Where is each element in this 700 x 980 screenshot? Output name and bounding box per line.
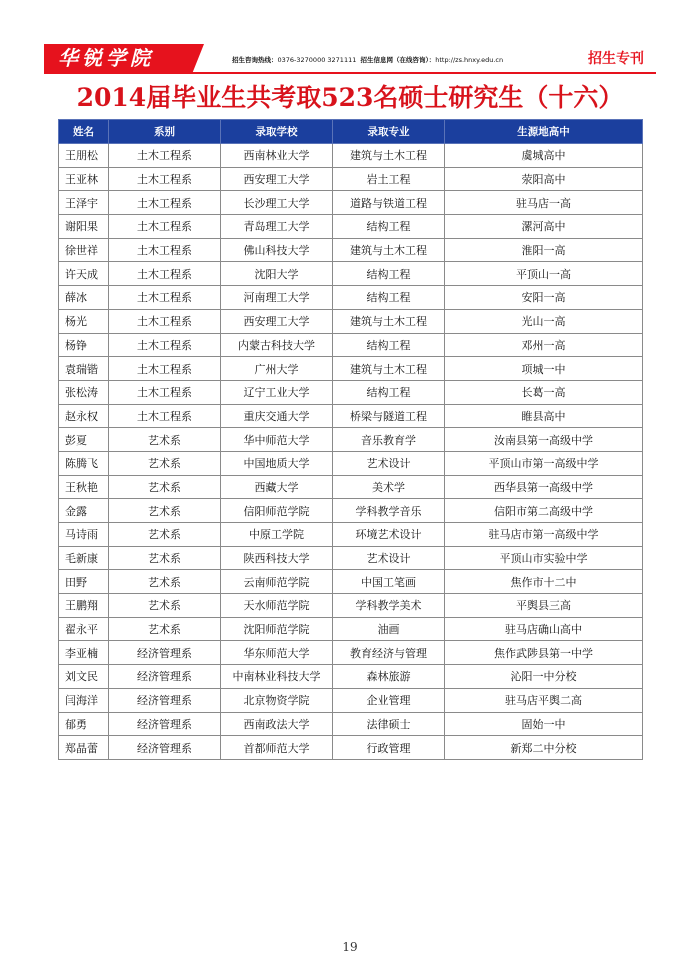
cell-admitted-major: 建筑与土木工程: [333, 357, 445, 381]
page-header: [0, 0, 700, 80]
cell-admitted-school: 佛山科技大学: [221, 238, 333, 262]
cell-name: 郑晶蕾: [59, 736, 109, 760]
table-row: [59, 736, 643, 760]
cell-admitted-school: 信阳师范学院: [221, 499, 333, 523]
cell-department: 土木工程系: [109, 357, 221, 381]
hotline-label: 招生咨询热线：: [232, 56, 278, 64]
cell-department: 土木工程系: [109, 333, 221, 357]
cell-origin-high-school: 焦作市十二中: [445, 570, 643, 594]
cell-department: 经济管理系: [109, 641, 221, 665]
table-row: [59, 309, 643, 333]
cell-department: 艺术系: [109, 428, 221, 452]
section-tag: 招生专刊: [588, 51, 644, 67]
column-header-admitted-major: 录取专业: [333, 120, 445, 144]
cell-origin-high-school: 邓州一高: [445, 333, 643, 357]
table-row: [59, 570, 643, 594]
cell-admitted-major: 企业管理: [333, 688, 445, 712]
cell-origin-high-school: 长葛一高: [445, 380, 643, 404]
table-row: [59, 688, 643, 712]
cell-name: 杨铮: [59, 333, 109, 357]
cell-admitted-major: 美术学: [333, 475, 445, 499]
table-row: [59, 357, 643, 381]
cell-admitted-school: 西藏大学: [221, 475, 333, 499]
cell-admitted-school: 陕西科技大学: [221, 546, 333, 570]
cell-admitted-major: 结构工程: [333, 262, 445, 286]
table-row: [59, 262, 643, 286]
cell-admitted-school: 首都师范大学: [221, 736, 333, 760]
table-row: [59, 665, 643, 689]
cell-department: 经济管理系: [109, 736, 221, 760]
cell-admitted-major: 桥梁与隧道工程: [333, 404, 445, 428]
contact-info: [232, 54, 562, 66]
cell-origin-high-school: 光山一高: [445, 309, 643, 333]
column-header-origin-high-school: 生源地高中: [445, 120, 643, 144]
cell-department: 土木工程系: [109, 144, 221, 168]
cell-origin-high-school: 固始一中: [445, 712, 643, 736]
cell-name: 许天成: [59, 262, 109, 286]
table-header-row: [59, 120, 643, 144]
cell-name: 赵永权: [59, 404, 109, 428]
cell-origin-high-school: 项城一中: [445, 357, 643, 381]
cell-origin-high-school: 平顶山一高: [445, 262, 643, 286]
cell-origin-high-school: 平顶山市实验中学: [445, 546, 643, 570]
cell-admitted-school: 沈阳师范学院: [221, 617, 333, 641]
cell-department: 土木工程系: [109, 309, 221, 333]
cell-name: 毛新康: [59, 546, 109, 570]
cell-name: 李亚楠: [59, 641, 109, 665]
table-row: [59, 475, 643, 499]
cell-admitted-school: 河南理工大学: [221, 286, 333, 310]
cell-origin-high-school: 焦作武陟县第一中学: [445, 641, 643, 665]
table-row: [59, 546, 643, 570]
cell-name: 谢阳果: [59, 215, 109, 239]
cell-department: 土木工程系: [109, 215, 221, 239]
cell-name: 王鹏翔: [59, 594, 109, 618]
cell-department: 土木工程系: [109, 191, 221, 215]
cell-department: 经济管理系: [109, 712, 221, 736]
cell-origin-high-school: 驻马店平舆二高: [445, 688, 643, 712]
cell-name: 田野: [59, 570, 109, 594]
column-header-department: 系别: [109, 120, 221, 144]
cell-name: 王秋艳: [59, 475, 109, 499]
cell-name: 张松涛: [59, 380, 109, 404]
cell-admitted-school: 辽宁工业大学: [221, 380, 333, 404]
cell-admitted-major: 道路与铁道工程: [333, 191, 445, 215]
cell-admitted-major: 建筑与土木工程: [333, 309, 445, 333]
cell-admitted-school: 青岛理工大学: [221, 215, 333, 239]
cell-department: 艺术系: [109, 451, 221, 475]
cell-admitted-major: 环境艺术设计: [333, 523, 445, 547]
cell-origin-high-school: 汝南县第一高级中学: [445, 428, 643, 452]
cell-department: 艺术系: [109, 617, 221, 641]
admissions-table: [58, 119, 643, 760]
site-url[interactable]: http://zs.hnxy.edu.cn: [435, 56, 504, 64]
cell-admitted-school: 中南林业科技大学: [221, 665, 333, 689]
cell-department: 土木工程系: [109, 262, 221, 286]
cell-origin-high-school: 安阳一高: [445, 286, 643, 310]
cell-admitted-major: 结构工程: [333, 333, 445, 357]
cell-name: 彭夏: [59, 428, 109, 452]
column-header-name: 姓名: [59, 120, 109, 144]
cell-admitted-school: 广州大学: [221, 357, 333, 381]
college-logo: 华锐学院: [58, 46, 154, 70]
cell-origin-high-school: 睢县高中: [445, 404, 643, 428]
cell-name: 闫海洋: [59, 688, 109, 712]
cell-origin-high-school: 信阳市第二高级中学: [445, 499, 643, 523]
table-row: [59, 712, 643, 736]
cell-admitted-major: 岩土工程: [333, 167, 445, 191]
table-row: [59, 238, 643, 262]
cell-name: 马诗雨: [59, 523, 109, 547]
table-row: [59, 167, 643, 191]
table-row: [59, 451, 643, 475]
cell-admitted-school: 西南林业大学: [221, 144, 333, 168]
cell-name: 郁勇: [59, 712, 109, 736]
cell-admitted-school: 华中师范大学: [221, 428, 333, 452]
cell-name: 王泽宇: [59, 191, 109, 215]
site-label: 招生信息网（在线咨询）：: [360, 56, 436, 64]
cell-name: 薛冰: [59, 286, 109, 310]
cell-department: 土木工程系: [109, 286, 221, 310]
cell-department: 土木工程系: [109, 404, 221, 428]
cell-department: 经济管理系: [109, 688, 221, 712]
cell-admitted-major: 结构工程: [333, 215, 445, 239]
cell-admitted-school: 西安理工大学: [221, 167, 333, 191]
cell-name: 翟永平: [59, 617, 109, 641]
cell-name: 刘文民: [59, 665, 109, 689]
cell-origin-high-school: 荥阳高中: [445, 167, 643, 191]
cell-admitted-school: 长沙理工大学: [221, 191, 333, 215]
column-header-admitted-school: 录取学校: [221, 120, 333, 144]
cell-origin-high-school: 驻马店一高: [445, 191, 643, 215]
cell-admitted-school: 沈阳大学: [221, 262, 333, 286]
cell-origin-high-school: 驻马店市第一高级中学: [445, 523, 643, 547]
table-row: [59, 594, 643, 618]
cell-admitted-major: 艺术设计: [333, 546, 445, 570]
cell-admitted-school: 中国地质大学: [221, 451, 333, 475]
cell-department: 艺术系: [109, 499, 221, 523]
cell-department: 艺术系: [109, 570, 221, 594]
cell-department: 艺术系: [109, 594, 221, 618]
page-number: 19: [342, 940, 358, 954]
cell-department: 艺术系: [109, 546, 221, 570]
cell-origin-high-school: 平舆县三高: [445, 594, 643, 618]
cell-admitted-major: 音乐教育学: [333, 428, 445, 452]
cell-admitted-school: 云南师范学院: [221, 570, 333, 594]
cell-admitted-school: 西安理工大学: [221, 309, 333, 333]
table-row: [59, 215, 643, 239]
cell-name: 袁瑞锴: [59, 357, 109, 381]
cell-admitted-major: 教育经济与管理: [333, 641, 445, 665]
cell-admitted-school: 中原工学院: [221, 523, 333, 547]
cell-admitted-school: 内蒙古科技大学: [221, 333, 333, 357]
table-row: [59, 380, 643, 404]
table-row: [59, 617, 643, 641]
cell-department: 艺术系: [109, 475, 221, 499]
cell-admitted-school: 天水师范学院: [221, 594, 333, 618]
cell-name: 徐世祥: [59, 238, 109, 262]
cell-name: 陈腾飞: [59, 451, 109, 475]
cell-admitted-school: 西南政法大学: [221, 712, 333, 736]
cell-department: 土木工程系: [109, 167, 221, 191]
cell-origin-high-school: 虞城高中: [445, 144, 643, 168]
cell-admitted-major: 结构工程: [333, 380, 445, 404]
cell-admitted-major: 学科教学音乐: [333, 499, 445, 523]
header-divider: [44, 72, 656, 74]
cell-department: 土木工程系: [109, 380, 221, 404]
cell-department: 艺术系: [109, 523, 221, 547]
cell-name: 王朋松: [59, 144, 109, 168]
cell-admitted-major: 建筑与土木工程: [333, 238, 445, 262]
cell-department: 经济管理系: [109, 665, 221, 689]
cell-name: 杨光: [59, 309, 109, 333]
cell-origin-high-school: 平顶山市第一高级中学: [445, 451, 643, 475]
table-row: [59, 333, 643, 357]
cell-admitted-major: 行政管理: [333, 736, 445, 760]
table-row: [59, 428, 643, 452]
table-body: [59, 144, 643, 760]
cell-name: 金露: [59, 499, 109, 523]
cell-admitted-major: 艺术设计: [333, 451, 445, 475]
cell-admitted-school: 重庆交通大学: [221, 404, 333, 428]
cell-admitted-school: 北京物资学院: [221, 688, 333, 712]
cell-origin-high-school: 淮阳一高: [445, 238, 643, 262]
table-row: [59, 499, 643, 523]
table-row: [59, 191, 643, 215]
table-row: [59, 286, 643, 310]
cell-origin-high-school: 驻马店确山高中: [445, 617, 643, 641]
table-row: [59, 523, 643, 547]
cell-admitted-school: 华东师范大学: [221, 641, 333, 665]
cell-admitted-major: 中国工笔画: [333, 570, 445, 594]
cell-name: 王亚林: [59, 167, 109, 191]
cell-admitted-major: 油画: [333, 617, 445, 641]
cell-admitted-major: 学科教学美术: [333, 594, 445, 618]
cell-admitted-major: 结构工程: [333, 286, 445, 310]
cell-origin-high-school: 沁阳一中分校: [445, 665, 643, 689]
table-row: [59, 404, 643, 428]
table-row: [59, 641, 643, 665]
cell-admitted-major: 法律硕士: [333, 712, 445, 736]
page-title: 2014届毕业生共考取523名硕士研究生（十六）: [76, 83, 624, 112]
cell-origin-high-school: 漯河高中: [445, 215, 643, 239]
cell-origin-high-school: 西华县第一高级中学: [445, 475, 643, 499]
hotline-number: 0376-3270000 3271111: [277, 56, 357, 64]
cell-admitted-major: 森林旅游: [333, 665, 445, 689]
cell-admitted-major: 建筑与土木工程: [333, 144, 445, 168]
cell-department: 土木工程系: [109, 238, 221, 262]
cell-origin-high-school: 新郑二中分校: [445, 736, 643, 760]
table-row: [59, 144, 643, 168]
